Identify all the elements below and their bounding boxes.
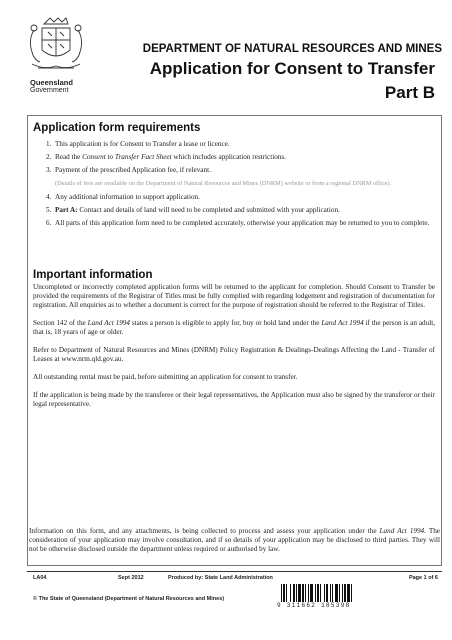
fee-note: (Details of fees are available on the Department of Natural Resources and Mines (DNRM) website or from a regional DNRM office).: [55, 180, 392, 188]
text-run: Section 142 of the: [33, 319, 88, 328]
department-name: DEPARTMENT OF NATURAL RESOURCES AND MINES: [142, 43, 442, 55]
form-code: LA04: [33, 575, 47, 581]
list-item: [33, 140, 435, 149]
form-title: Application for Consent to Transfer: [149, 59, 435, 78]
barcode-icon: [281, 584, 379, 602]
produced-by: Produced by: State Land Administration: [168, 575, 273, 581]
requirements-list: [33, 140, 435, 232]
item-text: Any additional information to support application.: [55, 192, 200, 201]
important-paragraph: All outstanding rental must be paid, before submitting an application for consent to transfer.: [33, 372, 298, 381]
act-name: Land Act 1994: [87, 319, 130, 328]
logo-line-government: Government: [30, 87, 69, 94]
important-heading: Important information: [33, 269, 153, 281]
text-run: Information on this form, and any attachments, is being collected to process and assess your application under the: [29, 527, 380, 535]
item-text: Payment of the prescribed Application fee, if relevant.: [55, 166, 211, 175]
list-item: [33, 219, 435, 228]
item-number: 1.: [46, 140, 52, 148]
item-number: 3.: [46, 166, 52, 175]
item-number: 6.: [46, 218, 52, 227]
list-item: [33, 166, 435, 188]
copyright: © The State of Queensland (Department of Natural Resources and Mines): [33, 596, 225, 602]
fact-sheet-title: Consent to Transfer Fact Sheet: [82, 153, 172, 162]
item-text: This application is for Consent to Transfer a lease or licence.: [55, 140, 230, 148]
important-paragraph: Refer to Department of Natural Resources and Mines (DNRM) Policy Registration & Dealings-Dealings Affecting the Land - Transfer of Leases at www.nrm.qld.gov.au.: [33, 346, 435, 364]
text-run: . The consideration of your application may involve consultation, and if so details of your application may be disclosed to third parties. They will not be otherwise disclosed outside the department unless required or authorised by law.: [29, 527, 440, 554]
item-number: 2.: [46, 153, 52, 162]
list-item: [33, 193, 435, 202]
item-number: 4.: [46, 192, 52, 201]
item-text: All parts of this application form need to be completed accurately, otherwise your application may be returned to you to complete.: [55, 218, 430, 227]
page-number: Page 1 of 6: [408, 575, 438, 581]
form-part: Part B: [384, 83, 435, 102]
logo-line-queensland: Queensland: [30, 78, 73, 87]
list-item: [33, 153, 435, 162]
item-text-pre: Read the: [55, 153, 83, 162]
part-a-label: Part A:: [55, 205, 78, 214]
requirements-heading: Application form requirements: [33, 122, 201, 134]
important-paragraph: If the application is being made by the transferee or their legal representatives, the Application must also be signed by the transferor or their legal representative.: [33, 390, 435, 408]
form-date: Sept 2012: [118, 575, 144, 581]
item-text-post: which includes application restrictions.: [171, 153, 286, 162]
item-text: Contact and details of land will need to be completed and submitted with your application.: [77, 205, 340, 214]
act-name: Land Act 1994: [379, 527, 425, 535]
text-run: if the person is an adult, that is, 18 years of age or older.: [33, 319, 436, 337]
footer-divider: [27, 571, 442, 572]
list-item: [33, 206, 435, 215]
crest-icon: [24, 16, 88, 78]
queensland-crest-logo: [24, 16, 88, 98]
item-number: 5.: [46, 205, 52, 214]
important-paragraph: Uncompleted or incorrectly completed application forms will be returned to the applicant for completion. Should Consent to Transfer be provided the requirements of the Registrar of Titles must be fully complied with regarding lodgement and registration of documentation for registration. All enquiries as to whether a document is correct for the purpose of registration should be referred to the Registrar of Titles.: [33, 283, 435, 310]
text-run: states a person is eligible to apply for, buy or hold land under the: [129, 319, 322, 328]
act-name: Land Act 1994: [321, 319, 364, 328]
important-paragraph: [33, 319, 435, 337]
barcode-number: 9 311662 185398: [277, 602, 351, 609]
privacy-statement: [29, 527, 440, 555]
important-body: [33, 283, 435, 418]
